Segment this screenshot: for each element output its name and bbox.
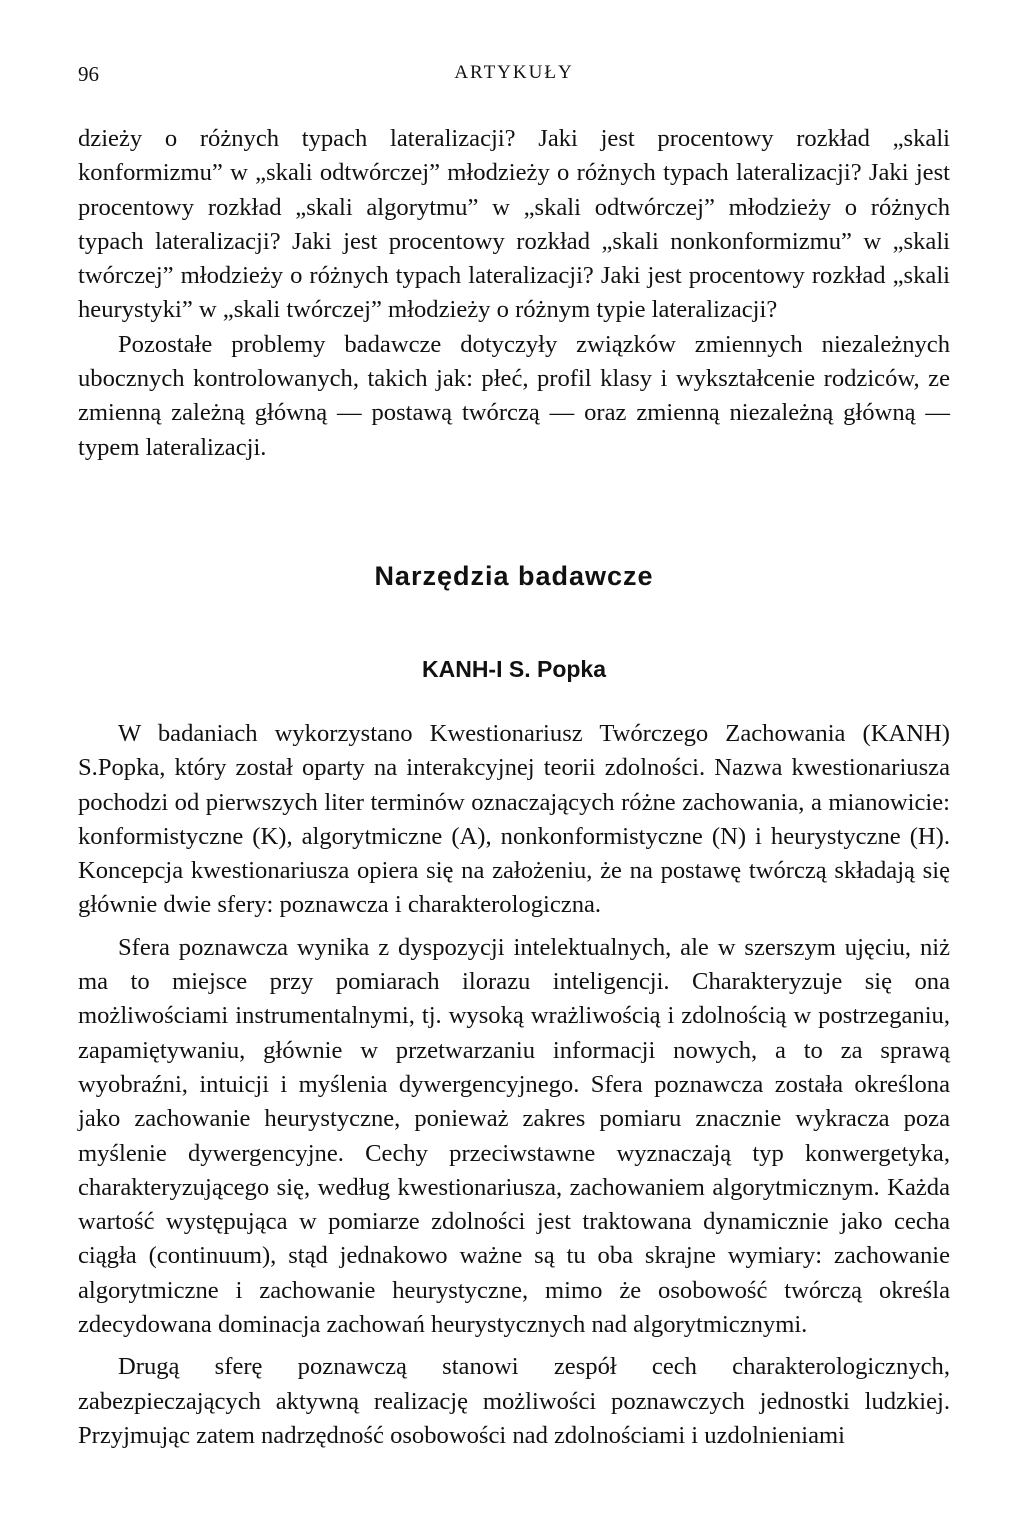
section-paragraph-1: W badaniach wykorzystano Kwestionariusz Twórczego Zachowania (KANH) S.Popka, który został oparty na interakcyjnej teorii zdolności. Nazwa kwestionariusza pochodzi od pierwszych liter terminów oznaczających różne zachowania, a mianowicie: konformistyczne (K), algorytmiczne (A), nonkonformistyczne (N) i heurystyczne (H). Koncepcja kwestionariusza opiera się na założeniu, że na postawę twórczą składają się głównie dwie sfery: poznawcza i charakterologiczna.	[78, 719, 950, 919]
intro-text	[78, 122, 950, 465]
section-text	[78, 717, 950, 1453]
intro-paragraph-1: dzieży o różnych typach lateralizacji? Jaki jest procentowy rozkład „skali konformizmu” w „skali odtwórczej” młodzieży o różnych typach lateralizacji? Jaki jest procentowy rozkład „skali algorytmu” w „skali odtwórczej” młodzieży o różnych typach lateralizacji? Jaki jest procentowy rozkład „skali nonkonformizmu” w „skali twórczej” młodzieży o różnych typach lateralizacji? Jaki jest procentowy rozkład „skali heurystyki” w „skali twórczej” młodzieży o różnym typie lateralizacji?	[78, 125, 950, 324]
running-header	[78, 62, 950, 98]
section-heading: Narzędzia badawcze	[374, 560, 654, 591]
section-paragraph-2: Sfera poznawcza wynika z dyspozycji intelektualnych, ale w szerszym ujęciu, niż ma to miejsce przy pomiarach ilorazu inteligencji. Charakteryzuje się ona możliwościami instrumentalnymi, tj. wysoką wrażliwością i zdolnością w postrzeganiu, zapamiętywaniu, głównie w przetwarzaniu informacji nowych, a to za sprawą wyobraźni, intuicji i myślenia dywergencyjnego. Sfera poznawcza została określona jako zachowanie heurystyczne, ponieważ zakres pomiaru znacznie wykracza poza myślenie dywergencyjne. Cechy przeciwstawne wyznaczają typ konwergetyka, charakteryzującego się, według kwestionariusza, zachowaniem algorytmicznym. Każda wartość występująca w pomiarze zdolności jest traktowana dynamicznie jako cecha ciągła (continuum), stąd jednakowo ważne są tu oba skrajne wymiary: zachowanie algorytmiczne i zachowanie heurystyczne, mimo że osobowość twórczą określa zdecydowana dominacja zachowań heurystycznych nad algorytmicznymi.	[78, 933, 950, 1339]
page-number: 96	[78, 62, 99, 86]
subsection-heading: KANH-I S. Popka	[421, 655, 607, 682]
running-title: ARTYKUŁY	[454, 62, 574, 83]
document-page	[78, 62, 950, 1453]
intro-paragraph-2: Pozostałe problemy badawcze dotyczyły związków zmiennych niezależnych ubocznych kontrolowanych, takich jak: płeć, profil klasy i wykształcenie rodziców, ze zmienną zależną główną — postawą twórczą — oraz zmienną niezależną główną — typem lateralizacji.	[78, 330, 950, 461]
section-paragraph-3: Drugą sferę poznawczą stanowi zespół cech charakterologicznych, zabezpieczających aktywną realizację możliwości poznawczych jednostki ludzkiej. Przyjmując zatem nadrzędność osobowości nad zdolnościami i uzdolnieniami	[78, 1353, 950, 1449]
